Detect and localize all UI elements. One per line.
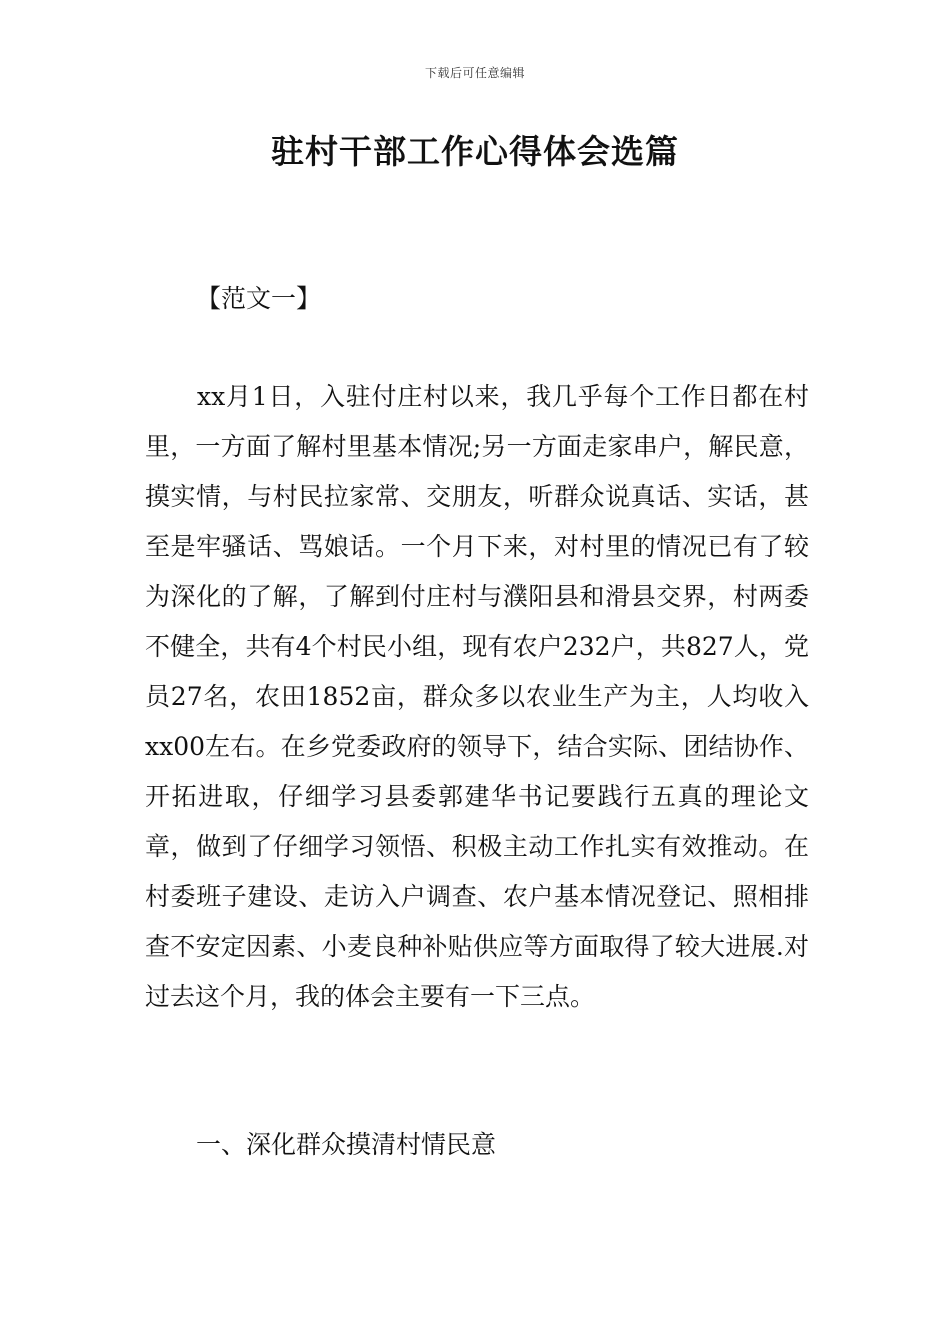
- subheading: 一、深化群众摸清村情民意: [196, 1130, 497, 1159]
- section-label: 【范文一】: [196, 284, 322, 313]
- document-title: 驻村干部工作心得体会选篇: [271, 132, 679, 171]
- header-note: 下载后可任意编辑: [424, 66, 525, 80]
- body-paragraph: xx月1日，入驻付庄村以来，我几乎每个工作日都在村里，一方面了解村里基本情况;另一方面走家串户，解民意，摸实情，与村民拉家常、交朋友，听群众说真话、实话，甚至是牢骚话、骂娘话。一个月下来，对村里的情况已有了较为深化的了解，了解到付庄村与濮阳县和滑县交界，村两委不健全，共有4个村民小组，现有农户232户，共827人，党员27名，农田1852亩，群众多以农业生产为主，人均收入xx00左右。在乡党委政府的领导下，结合实际、团结协作、开拓进取，仔细学习县委郭建华书记要践行五真的理论文章，做到了仔细学习领悟、积极主动工作扎实有效推动。在村委班子建设、走访入户调查、农户基本情况登记、照相排查不安定因素、小麦良种补贴供应等方面取得了较大进展.对过去这个月，我的体会主要有一下三点。: [145, 382, 809, 1011]
